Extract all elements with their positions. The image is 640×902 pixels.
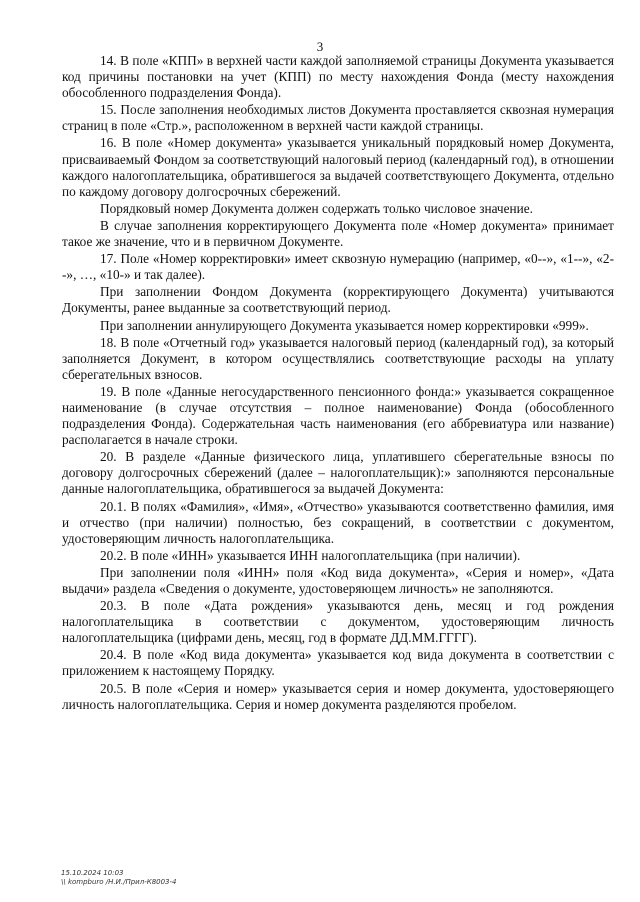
document-body bbox=[62, 53, 614, 714]
footer-timestamp: 15.10.2024 10:03 bbox=[61, 869, 124, 877]
paragraph-17-annul: При заполнении аннулирующего Документа указывается номер корректировки «999». bbox=[100, 317, 589, 333]
paragraph-20-4: 20.4. В поле «Код вида документа» указывается код вида документа в соответствии с приложением к настоящему Порядку. bbox=[62, 647, 614, 679]
paragraph-20-3: 20.3. В поле «Дата рождения» указываются день, месяц и год рождения налогоплательщика в соответствии с документом, удостоверяющим личность налогоплательщика (цифрами день, месяц, год в формате ДД.ММ.ГГГГ). bbox=[62, 598, 614, 646]
paragraph-18: 18. В поле «Отчетный год» указывается налоговый период (календарный год), за который заполняется Документ, в котором осуществлялись соответствующие расходы на уплату сберегательных взносов. bbox=[62, 334, 614, 382]
paragraph-20-5: 20.5. В поле «Серия и номер» указывается серия и номер документа, удостоверяющего личность налогоплательщика. Серия и номер документа разделяются пробелом. bbox=[62, 680, 614, 712]
paragraph-17-fund: При заполнении Фондом Документа (корректирующего Документа) учитываются Документы, ранее выданные за соответствующий период. bbox=[62, 284, 614, 316]
paragraph-16-numeric: Порядковый номер Документа должен содержать только числовое значение. bbox=[100, 200, 533, 216]
paragraph-19: 19. В поле «Данные негосударственного пенсионного фонда:» указывается сокращенное наименование (в случае отсутствия – полное наименование) Фонда (обособленного подразделения Фонда). Содержательная часть наименования (его аббревиатура или название) располагается в начале строки. bbox=[62, 383, 614, 448]
paragraph-20: 20. В разделе «Данные физического лица, уплатившего сберегательные взносы по договору долгосрочных сбережений (далее – налогоплательщик):» заполняются персональные данные налогоплательщика, обратившегося за выдачей Документа: bbox=[62, 449, 614, 497]
paragraph-20-2: 20.2. В поле «ИНН» указывается ИНН налогоплательщика (при наличии). bbox=[100, 547, 521, 563]
paragraph-17: 17. Поле «Номер корректировки» имеет сквозную нумерацию (например, «0--», «1--», «2--», …, «10-» и так далее). bbox=[62, 251, 614, 283]
paragraph-20-1: 20.1. В полях «Фамилия», «Имя», «Отчество» указываются соответственно фамилия, имя и отчество (при наличии) полностью, без сокращений, в соответствии с документом, удостоверяющим личность налогоплательщика. bbox=[62, 498, 614, 546]
footer-path: \\ kompburo /Н.И./Прил-К8003-4 bbox=[61, 878, 177, 886]
paragraph-16: 16. В поле «Номер документа» указывается уникальный порядковый номер Документа, присваиваемый Фондом за соответствующий налоговый период (календарный год), в отношении каждого налогоплательщика, обратившегося за выдачей соответствующего Документа, отдельно по каждому договору долгосрочных сбережений. bbox=[62, 135, 614, 199]
paragraph-20-2-inn: При заполнении поля «ИНН» поля «Код вида документа», «Серия и номер», «Дата выдачи» раздела «Сведения о документе, удостоверяющем личность» не заполняются. bbox=[62, 564, 614, 596]
paragraph-16-correction: В случае заполнения корректирующего Документа поле «Номер документа» принимает такое же значение, что и в первичном Документе. bbox=[62, 217, 614, 250]
paragraph-15: 15. После заполнения необходимых листов Документа проставляется сквозная нумерация страниц в поле «Стр.», расположенном в верхней части каждой страницы. bbox=[62, 102, 614, 134]
footer bbox=[61, 869, 177, 887]
paragraph-14: 14. В поле «КПП» в верхней части каждой заполняемой страницы Документа указывается код причины постановки на учет (КПП) по месту нахождения Фонда (месту нахождения обособленного подразделения Фонда). bbox=[62, 53, 614, 101]
page-number: 3 bbox=[316, 39, 324, 54]
